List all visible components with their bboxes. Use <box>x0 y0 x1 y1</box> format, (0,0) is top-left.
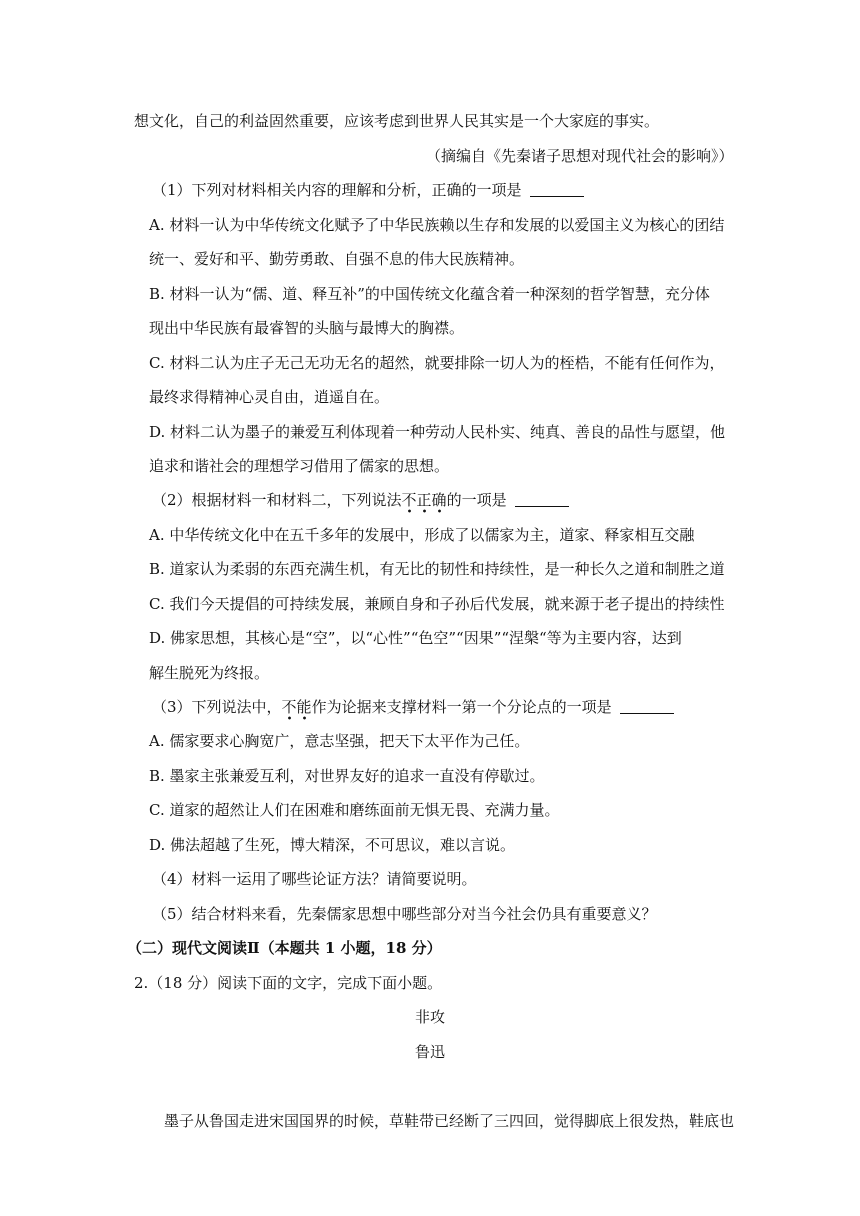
option-d-line-2: 解生脱死为终报。 <box>149 664 270 682</box>
option-c: C. 我们今天提倡的可持续发展，兼顾自身和子孙后代发展，就来源于老子提出的持续性 <box>149 595 725 613</box>
option-a: A. 中华传统文化中在五千多年的发展中，形成了以儒家为主，道家、释家相互交融 <box>149 526 695 544</box>
answer-blank[interactable] <box>515 492 569 507</box>
section-heading: （二）现代文阅读Ⅱ（本题共 1 小题，18 分） <box>127 939 442 957</box>
option-c-line-1: C. 材料二认为庄子无己无功无名的超然，就要排除一切人为的桎梏，不能有任何作为， <box>149 354 725 372</box>
question-2-stem: （2）根据材料一和材料二，下列说法不正确的一项是 <box>152 489 569 511</box>
story-paragraph-line: 墨子从鲁国走进宋国国界的时候，草鞋带已经断了三四回，觉得脚底上很发热，鞋底也 <box>164 1112 735 1130</box>
answer-blank[interactable] <box>530 182 584 197</box>
option-a-line-1: A. 材料一认为中华传统文化赋予了中华民族赖以生存和发展的以爱国主义为核心的团结 <box>149 216 725 234</box>
question-3-stem: （3）下列说法中，不能作为论据来支撑材料一第一个分论点的一项是 <box>152 696 674 718</box>
option-a-line-2: 统一、爱好和平、勤劳勇敢、自强不息的伟大民族精神。 <box>149 250 525 268</box>
option-b-line-2: 现出中华民族有最睿智的头脑与最博大的胸襟。 <box>149 319 465 337</box>
emphasis-text: 不正确 <box>402 491 447 514</box>
option-d-line-1: D. 佛家思想，其核心是“空”，以“心性”“色空”“因果”“涅槃“等为主要内容，达到 <box>149 629 682 647</box>
story-title: 非攻 <box>414 1008 445 1026</box>
question-5: （5）结合材料来看，先秦儒家思想中哪些部分对当今社会仍具有重要意义？ <box>152 905 657 923</box>
paragraph-line: 想文化，自己的利益固然重要，应该考虑到世界人民其实是一个大家庭的事实。 <box>134 112 660 130</box>
answer-blank[interactable] <box>620 699 674 714</box>
story-author: 鲁迅 <box>414 1043 445 1061</box>
question-1-stem: （1）下列对材料相关内容的理解和分析，正确的一项是 <box>152 179 584 201</box>
option-c: C. 道家的超然让人们在困难和磨练面前无惧无畏、充满力量。 <box>149 801 560 819</box>
emphasis-text: 不能 <box>282 698 312 721</box>
option-a: A. 儒家要求心胸宽广，意志坚强，把天下太平作为己任。 <box>149 732 530 750</box>
option-d-line-1: D. 材料二认为墨子的兼爱互利体现着一种劳动人民朴实、纯真、善良的品性与愿望，他 <box>149 423 726 441</box>
question-2-intro: 2.（18 分）阅读下面的文字，完成下面小题。 <box>134 974 443 992</box>
option-b-line-1: B. 材料一认为“儒、道、释互补”的中国传统文化蕴含着一种深刻的哲学智慧，充分体 <box>149 285 710 303</box>
option-c-line-2: 最终求得精神心灵自由，逍遥自在。 <box>149 388 390 406</box>
option-d: D. 佛法超越了生死，博大精深，不可思议，难以言说。 <box>149 836 516 854</box>
option-d-line-2: 追求和谐社会的理想学习借用了儒家的思想。 <box>149 457 450 475</box>
source-citation: （摘编自《先秦诸子思想对现代社会的影响》） <box>426 147 734 165</box>
option-b: B. 墨家主张兼爱互利，对世界友好的追求一直没有停歇过。 <box>149 767 545 785</box>
question-4: （4）材料一运用了哪些论证方法？请简要说明。 <box>152 870 477 888</box>
option-b: B. 道家认为柔弱的东西充满生机，有无比的韧性和持续性，是一种长久之道和制胜之道 <box>149 560 725 578</box>
